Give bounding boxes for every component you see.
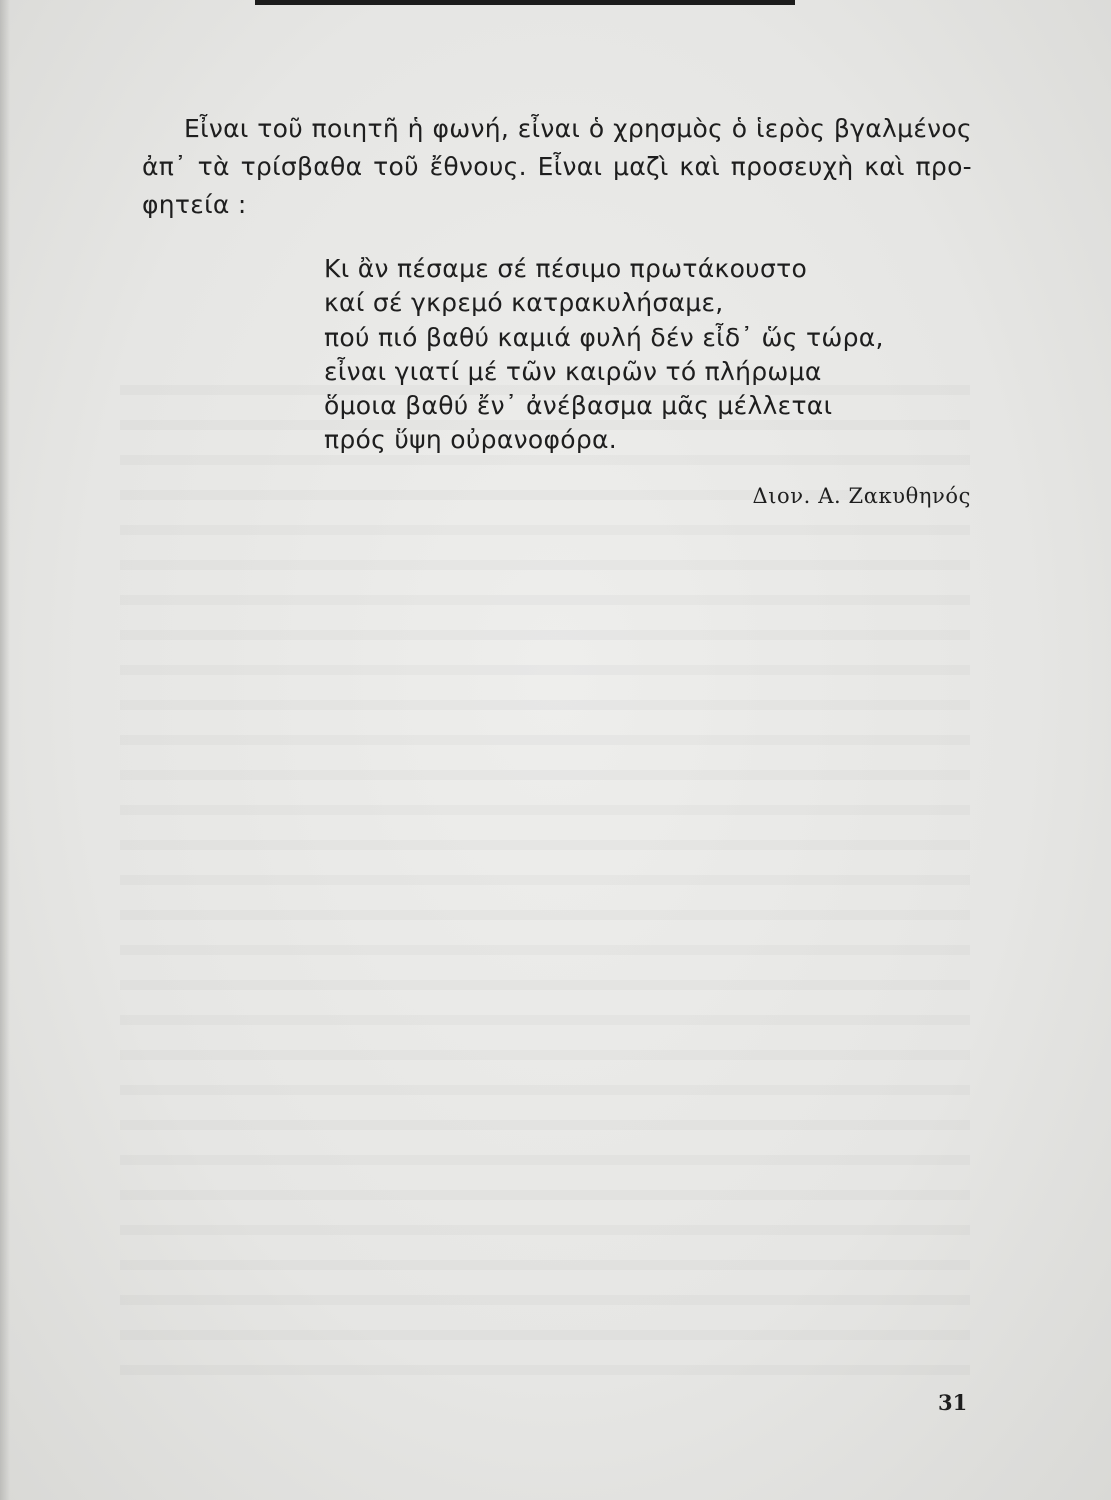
poem-author: Διον. Α. Ζακυθηνός xyxy=(752,484,971,508)
page-number: 31 xyxy=(938,1390,968,1415)
intro-line: Εἶναι τοῦ ποιητῆ ἡ φωνή, εἶναι ὁ χρησμὸς ὁ ἱερὸς βγαλμένος xyxy=(184,114,972,143)
bleed-through-texture xyxy=(120,360,970,1375)
poem-verse: Κι ἂν πέσαμε σέ πέσιμο πρωτάκουστο xyxy=(324,254,808,283)
poem-verse: πού πιό βαθύ καμιά φυλή δέν εἶδ᾽ ὥς τώρα, xyxy=(324,322,884,352)
intro-line: ἀπ᾽ τὰ τρίσβαθα τοῦ ἔθνους. Εἶναι μαζὶ καὶ προσευχὴ καὶ προ- xyxy=(142,152,972,181)
page-edge-shadow xyxy=(0,0,10,1500)
poem-verse: καί σέ γκρεμό κατρακυλήσαμε, xyxy=(324,288,724,318)
poem-quote xyxy=(324,252,884,458)
intro-line: φητεία : xyxy=(142,190,247,219)
poem-verse: πρός ὕψη οὐρανοφόρα. xyxy=(324,425,618,455)
poem-verse: εἶναι γιατί μέ τῶν καιρῶν τό πλήρωμα xyxy=(324,356,822,386)
intro-paragraph xyxy=(142,110,972,224)
poem-verse: ὅμοια βαθύ ἔν᾽ ἀνέβασμα μᾶς μέλλεται xyxy=(324,391,833,421)
top-edge-bar xyxy=(255,0,795,5)
